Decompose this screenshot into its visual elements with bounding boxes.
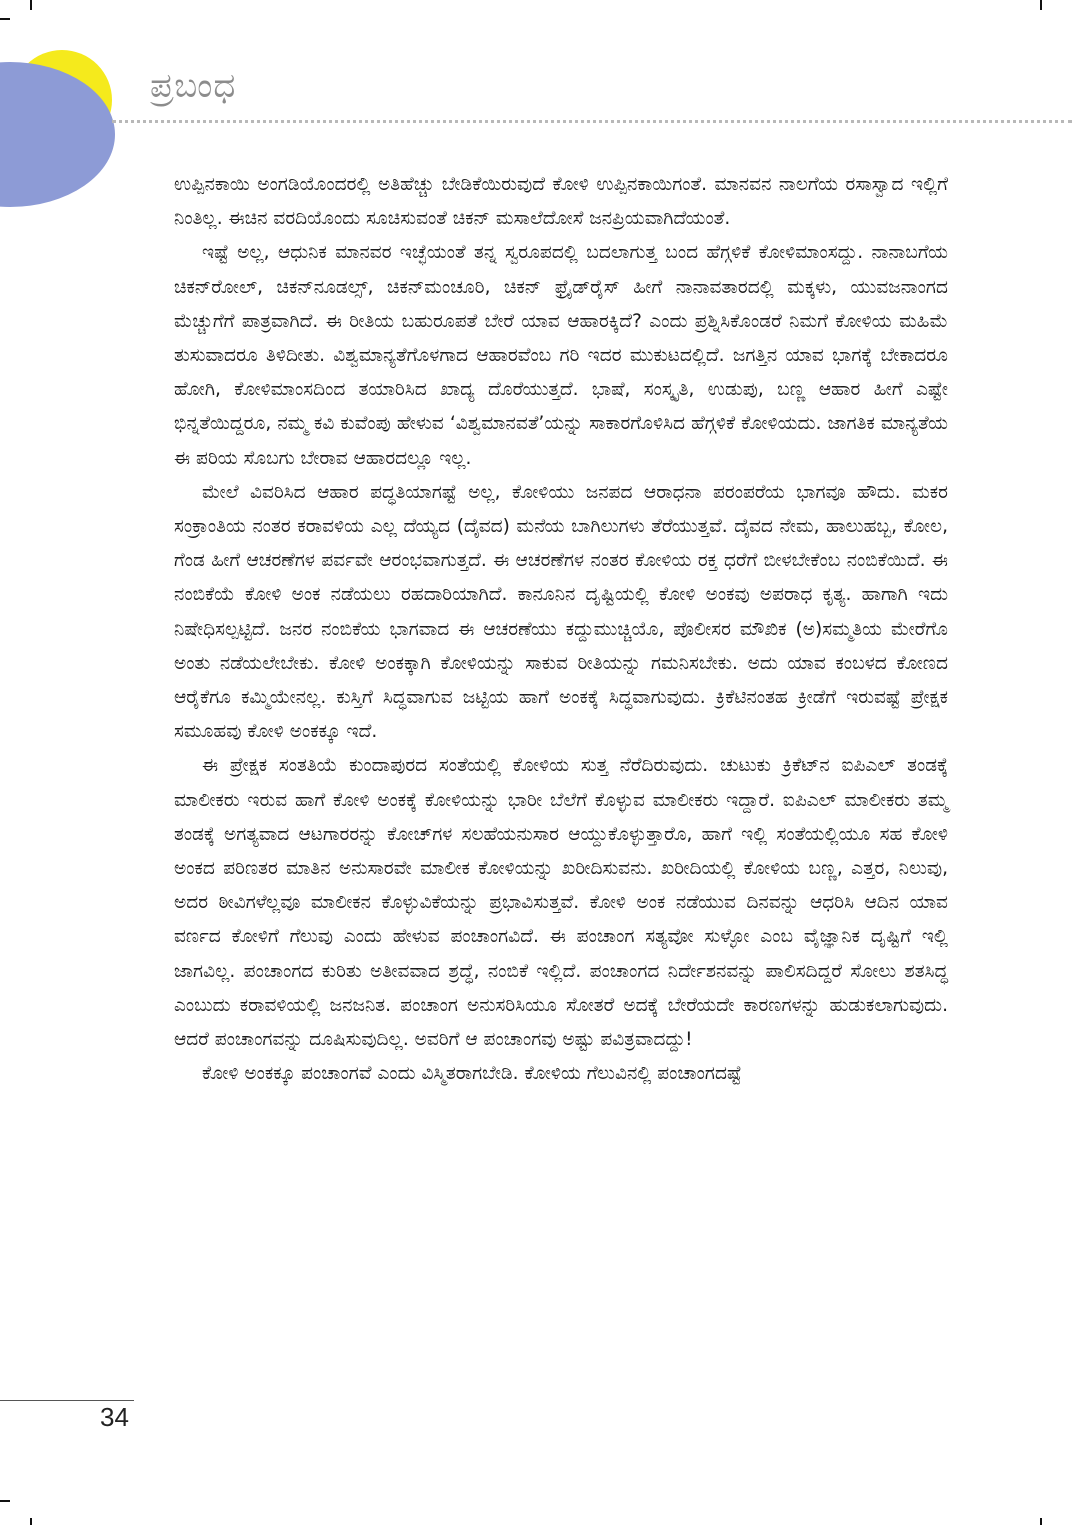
crop-mark-bottom-center-right (1040, 1518, 1042, 1525)
paragraph-4: ಈ ಪ್ರೇಕ್ಷಕ ಸಂತತಿಯೆ ಕುಂದಾಪುರದ ಸಂತೆಯಲ್ಲಿ ಕೋಳಿಯ ಸುತ್ತ ನೆರೆದಿರುವುದು. ಚುಟುಕು ಕ್ರಿಕೆಟ್‌ನ ಐಪಿಎಲ್ ತಂಡಕ್ಕೆ ಮಾಲೀಕರು ಇರುವ ಹಾಗೆ ಕೋಳಿ ಅಂಕಕ್ಕೆ ಕೋಳಿಯನ್ನು ಭಾರೀ ಬೆಲೆಗೆ ಕೊಳ್ಳುವ ಮಾಲೀಕರು ಇದ್ದಾರೆ. ಐಪಿಎಲ್ ಮಾಲೀಕರು ತಮ್ಮ ತಂಡಕ್ಕೆ ಅಗತ್ಯವಾದ ಆಟಗಾರರನ್ನು ಕೋಚ್‌ಗಳ ಸಲಹೆಯನುಸಾರ ಆಯ್ದುಕೊಳ್ಳುತ್ತಾರೊ, ಹಾಗೆ ಇಲ್ಲಿ ಸಂತೆಯಲ್ಲಿಯೂ ಸಹ ಕೋಳಿ ಅಂಕದ ಪರಿಣತರ ಮಾತಿನ ಅನುಸಾರವೇ ಮಾಲೀಕ ಕೋಳಿಯನ್ನು ಖರೀದಿಸುವನು. ಖರೀದಿಯಲ್ಲಿ ಕೋಳಿಯ ಬಣ್ಣ, ಎತ್ತರ, ನಿಲುವು, ಅದರ ಠೀವಿಗಳೆಲ್ಲವೂ ಮಾಲೀಕನ ಕೊಳ್ಳುವಿಕೆಯನ್ನು ಪ್ರಭಾವಿಸುತ್ತವೆ. ಕೋಳಿ ಅಂಕ ನಡೆಯುವ ದಿನವನ್ನು ಆಧರಿಸಿ ಆದಿನ ಯಾವ ವರ್ಣದ ಕೋಳಿಗೆ ಗೆಲುವು ಎಂದು ಹೇಳುವ ಪಂಚಾಂಗವಿದೆ. ಈ ಪಂಚಾಂಗ ಸತ್ಯವೋ ಸುಳ್ಳೋ ಎಂಬ ವೈಜ್ಞಾನಿಕ ದೃಷ್ಟಿಗೆ ಇಲ್ಲಿ ಜಾಗವಿಲ್ಲ. ಪಂಚಾಂಗದ ಕುರಿತು ಅತೀವವಾದ ಶ್ರದ್ಧೆ, ನಂಬಿಕೆ ಇಲ್ಲಿದೆ. ಪಂಚಾಂಗದ ನಿರ್ದೇಶನವನ್ನು ಪಾಲಿಸದಿದ್ದರೆ ಸೋಲು ಶತಸಿದ್ಧ ಎಂಬುದು ಕರಾವಳಿಯಲ್ಲಿ ಜನಜನಿತ. ಪಂಚಾಂಗ ಅನುಸರಿಸಿಯೂ ಸೋತರೆ ಅದಕ್ಕೆ ಬೇರೆಯದೇ ಕಾರಣಗಳನ್ನು ಹುಡುಕಲಾಗುವುದು. ಆದರೆ ಪಂಚಾಂಗವನ್ನು ದೂಷಿಸುವುದಿಲ್ಲ. ಅವರಿಗೆ ಆ ಪಂಚಾಂಗವು ಅಷ್ಟು ಪವಿತ್ರವಾದದ್ದು! (174, 755, 948, 1051)
paragraph-5: ಕೋಳಿ ಅಂಕಕ್ಕೂ ಪಂಚಾಂಗವೆ ಎಂದು ವಿಸ್ಮಿತರಾಗಬೇಡಿ. ಕೋಳಿಯ ಗೆಲುವಿನಲ್ಲಿ ಪಂಚಾಂಗದಷ್ಟೆ (202, 1063, 742, 1085)
footer-rule (0, 1400, 134, 1401)
crop-mark-top-center-right (1040, 0, 1042, 10)
crop-mark-bottom-center-left (30, 1518, 32, 1525)
paragraph-1: ಉಪ್ಪಿನಕಾಯಿ ಅಂಗಡಿಯೊಂದರಲ್ಲಿ ಅತಿಹೆಚ್ಚು ಬೇಡಿಕೆಯಿರುವುದೆ ಕೋಳಿ ಉಪ್ಪಿನಕಾಯಿಗಂತೆ. ಮಾನವನ ನಾಲಗೆಯ ರಸಾಸ್ವಾದ ಇಲ್ಲಿಗೆ ನಿಂತಿಲ್ಲ. ಈಚಿನ ವರದಿಯೊಂದು ಸೂಚಿಸುವಂತೆ ಚಿಕನ್ ಮಸಾಲೆದೋಸೆ ಜನಪ್ರಿಯವಾಗಿದೆಯಂತೆ. (174, 174, 948, 230)
paragraph-3: ಮೇಲೆ ವಿವರಿಸಿದ ಆಹಾರ ಪದ್ಧತಿಯಾಗಷ್ಟೆ ಅಲ್ಲ, ಕೋಳಿಯು ಜನಪದ ಆರಾಧನಾ ಪರಂಪರೆಯ ಭಾಗವೂ ಹೌದು. ಮಕರ ಸಂಕ್ರಾಂತಿಯ ನಂತರ ಕರಾವಳಿಯ ಎಲ್ಲ ದೆಯ್ಯದ (ದೈವದ) ಮನೆಯ ಬಾಗಿಲುಗಳು ತೆರೆಯುತ್ತವೆ. ದೈವದ ನೇಮ, ಹಾಲುಹಬ್ಬ, ಕೋಲ, ಗೆಂಡ ಹೀಗೆ ಆಚರಣೆಗಳ ಪರ್ವವೇ ಆರಂಭವಾಗುತ್ತದೆ. ಈ ಆಚರಣೆಗಳ ನಂತರ ಕೋಳಿಯ ರಕ್ತ ಧರೆಗೆ ಬೀಳಬೇಕೆಂಬ ನಂಬಿಕೆಯಿದೆ. ಈ ನಂಬಿಕೆಯೆ ಕೋಳಿ ಅಂಕ ನಡೆಯಲು ರಹದಾರಿಯಾಗಿದೆ. ಕಾನೂನಿನ ದೃಷ್ಟಿಯಲ್ಲಿ ಕೋಳಿ ಅಂಕವು ಅಪರಾಧ ಕೃತ್ಯ. ಹಾಗಾಗಿ ಇದು ನಿಷೇಧಿಸಲ್ಪಟ್ಟಿದೆ. ಜನರ ನಂಬಿಕೆಯ ಭಾಗವಾದ ಈ ಆಚರಣೆಯು ಕದ್ದುಮುಚ್ಚಿಯೊ, ಪೊಲೀಸರ ಮೌಖಿಕ (ಅ)ಸಮ್ಮತಿಯ ಮೇರೆಗೊ ಅಂತು ನಡೆಯಲೇಬೇಕು. ಕೋಳಿ ಅಂಕಕ್ಕಾಗಿ ಕೋಳಿಯನ್ನು ಸಾಕುವ ರೀತಿಯನ್ನು ಗಮನಿಸಬೇಕು. ಅದು ಯಾವ ಕಂಬಳದ ಕೋಣದ ಆರೈಕೆಗೂ ಕಮ್ಮಿಯೇನಲ್ಲ. ಕುಸ್ತಿಗೆ ಸಿದ್ಧವಾಗುವ ಜಟ್ಟಿಯ ಹಾಗೆ ಅಂಕಕ್ಕೆ ಸಿದ್ಧವಾಗುವುದು. ಕ್ರಿಕೆಟಿನಂತಹ ಕ್ರೀಡೆಗೆ ಇರುವಷ್ಟೆ ಪ್ರೇಕ್ಷಕ ಸಮೂಹವು ಕೋಳಿ ಅಂಕಕ್ಕೂ ಇದೆ. (174, 481, 949, 743)
article-body (174, 168, 948, 1091)
crop-mark-top-left (0, 18, 10, 20)
header-dotted-rule (112, 120, 1072, 123)
page-number: 34 (100, 1402, 129, 1432)
crop-mark-bottom-left (0, 1500, 10, 1502)
crop-mark-top-center-left (30, 0, 32, 10)
paragraph-2: ಇಷ್ಟೆ ಅಲ್ಲ, ಆಧುನಿಕ ಮಾನವರ ಇಚ್ಛೆಯಂತೆ ತನ್ನ ಸ್ವರೂಪದಲ್ಲಿ ಬದಲಾಗುತ್ತ ಬಂದ ಹೆಗ್ಗಳಿಕೆ ಕೋಳಿಮಾಂಸದ್ದು. ನಾನಾಬಗೆಯ ಚಿಕನ್‌ರೋಲ್, ಚಿಕನ್‌ನೂಡಲ್ಸ್, ಚಿಕನ್‌ಮಂಚೂರಿ, ಚಿಕನ್ ಫ್ರೈಡ್‌ರೈಸ್ ಹೀಗೆ ನಾನಾವತಾರದಲ್ಲಿ ಮಕ್ಕಳು, ಯುವಜನಾಂಗದ ಮೆಚ್ಚುಗೆಗೆ ಪಾತ್ರವಾಗಿದೆ. ಈ ರೀತಿಯ ಬಹುರೂಪತೆ ಬೇರೆ ಯಾವ ಆಹಾರಕ್ಕಿದೆ? ಎಂದು ಪ್ರಶ್ನಿಸಿಕೊಂಡರೆ ನಿಮಗೆ ಕೋಳಿಯ ಮಹಿಮೆ ತುಸುವಾದರೂ ತಿಳಿದೀತು. ವಿಶ್ವಮಾನ್ಯತೆಗೊಳಗಾದ ಆಹಾರವೆಂಬ ಗರಿ ಇದರ ಮುಕುಟದಲ್ಲಿದೆ. ಜಗತ್ತಿನ ಯಾವ ಭಾಗಕ್ಕೆ ಬೇಕಾದರೂ ಹೋಗಿ, ಕೋಳಿಮಾಂಸದಿಂದ ತಯಾರಿಸಿದ ಖಾದ್ಯ ದೊರೆಯುತ್ತದೆ. ಭಾಷೆ, ಸಂಸ್ಕೃತಿ, ಉಡುಪು, ಬಣ್ಣ ಆಹಾರ ಹೀಗೆ ಎಷ್ಟೇ ಭಿನ್ನತೆಯಿದ್ದರೂ, ನಮ್ಮ ಕವಿ ಕುವೆಂಪು ಹೇಳುವ ‘ವಿಶ್ವಮಾನವತೆ’ಯನ್ನು ಸಾಕಾರಗೊಳಿಸಿದ ಹೆಗ್ಗಳಿಕೆ ಕೋಳಿಯದು. ಜಾಗತಿಕ ಮಾನ್ಯತೆಯ ಈ ಪರಿಯ ಸೊಬಗು ಬೇರಾವ ಆಹಾರದಲ್ಲೂ ಇಲ್ಲ. (174, 242, 948, 469)
section-title: ಪ್ರಬಂಧ (150, 66, 237, 106)
